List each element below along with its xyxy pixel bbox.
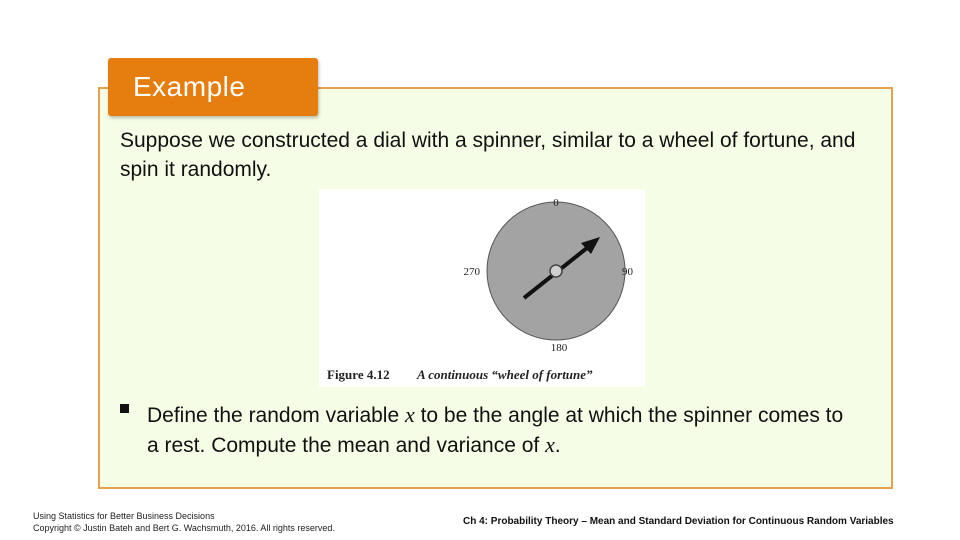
figure-caption-number: Figure 4.12 — [327, 367, 390, 382]
footer-citation — [33, 510, 335, 534]
spinner-dial-illustration — [319, 189, 645, 387]
bullet-text-part: Define the random variable — [147, 404, 405, 427]
dial-label-270: 270 — [463, 266, 480, 278]
bullet-text-part: . — [554, 434, 561, 457]
variable-x: x — [545, 432, 555, 457]
wheel-of-fortune-figure — [319, 189, 645, 387]
footer-copyright: Copyright © Justin Bateh and Bert G. Wachsmuth, 2016. All rights reserved. — [33, 523, 335, 533]
dial-label-180: 180 — [550, 342, 568, 354]
bullet-text — [147, 400, 857, 460]
footer-chapter: Ch 4: Probability Theory – Mean and Standard Deviation for Continuous Random Variables — [463, 516, 894, 527]
example-title: Example — [133, 71, 246, 102]
spinner-hub — [550, 265, 562, 277]
bullet-text-part: to be the angle at which the spinner comes to a rest. Compute the mean and variance of — [147, 404, 844, 457]
dial-label-0: 0 — [553, 197, 559, 209]
dial-label-90: 90 — [622, 266, 633, 278]
intro-text: Suppose we constructed a dial with a spinner, similar to a wheel of fortune, and spin it randomly. — [120, 129, 856, 181]
variable-x: x — [404, 402, 415, 427]
footer-book-title: Using Statistics for Better Business Decisions — [33, 511, 215, 521]
figure-caption-text: A continuous “wheel of fortune” — [417, 367, 593, 382]
square-bullet-icon — [120, 404, 129, 413]
